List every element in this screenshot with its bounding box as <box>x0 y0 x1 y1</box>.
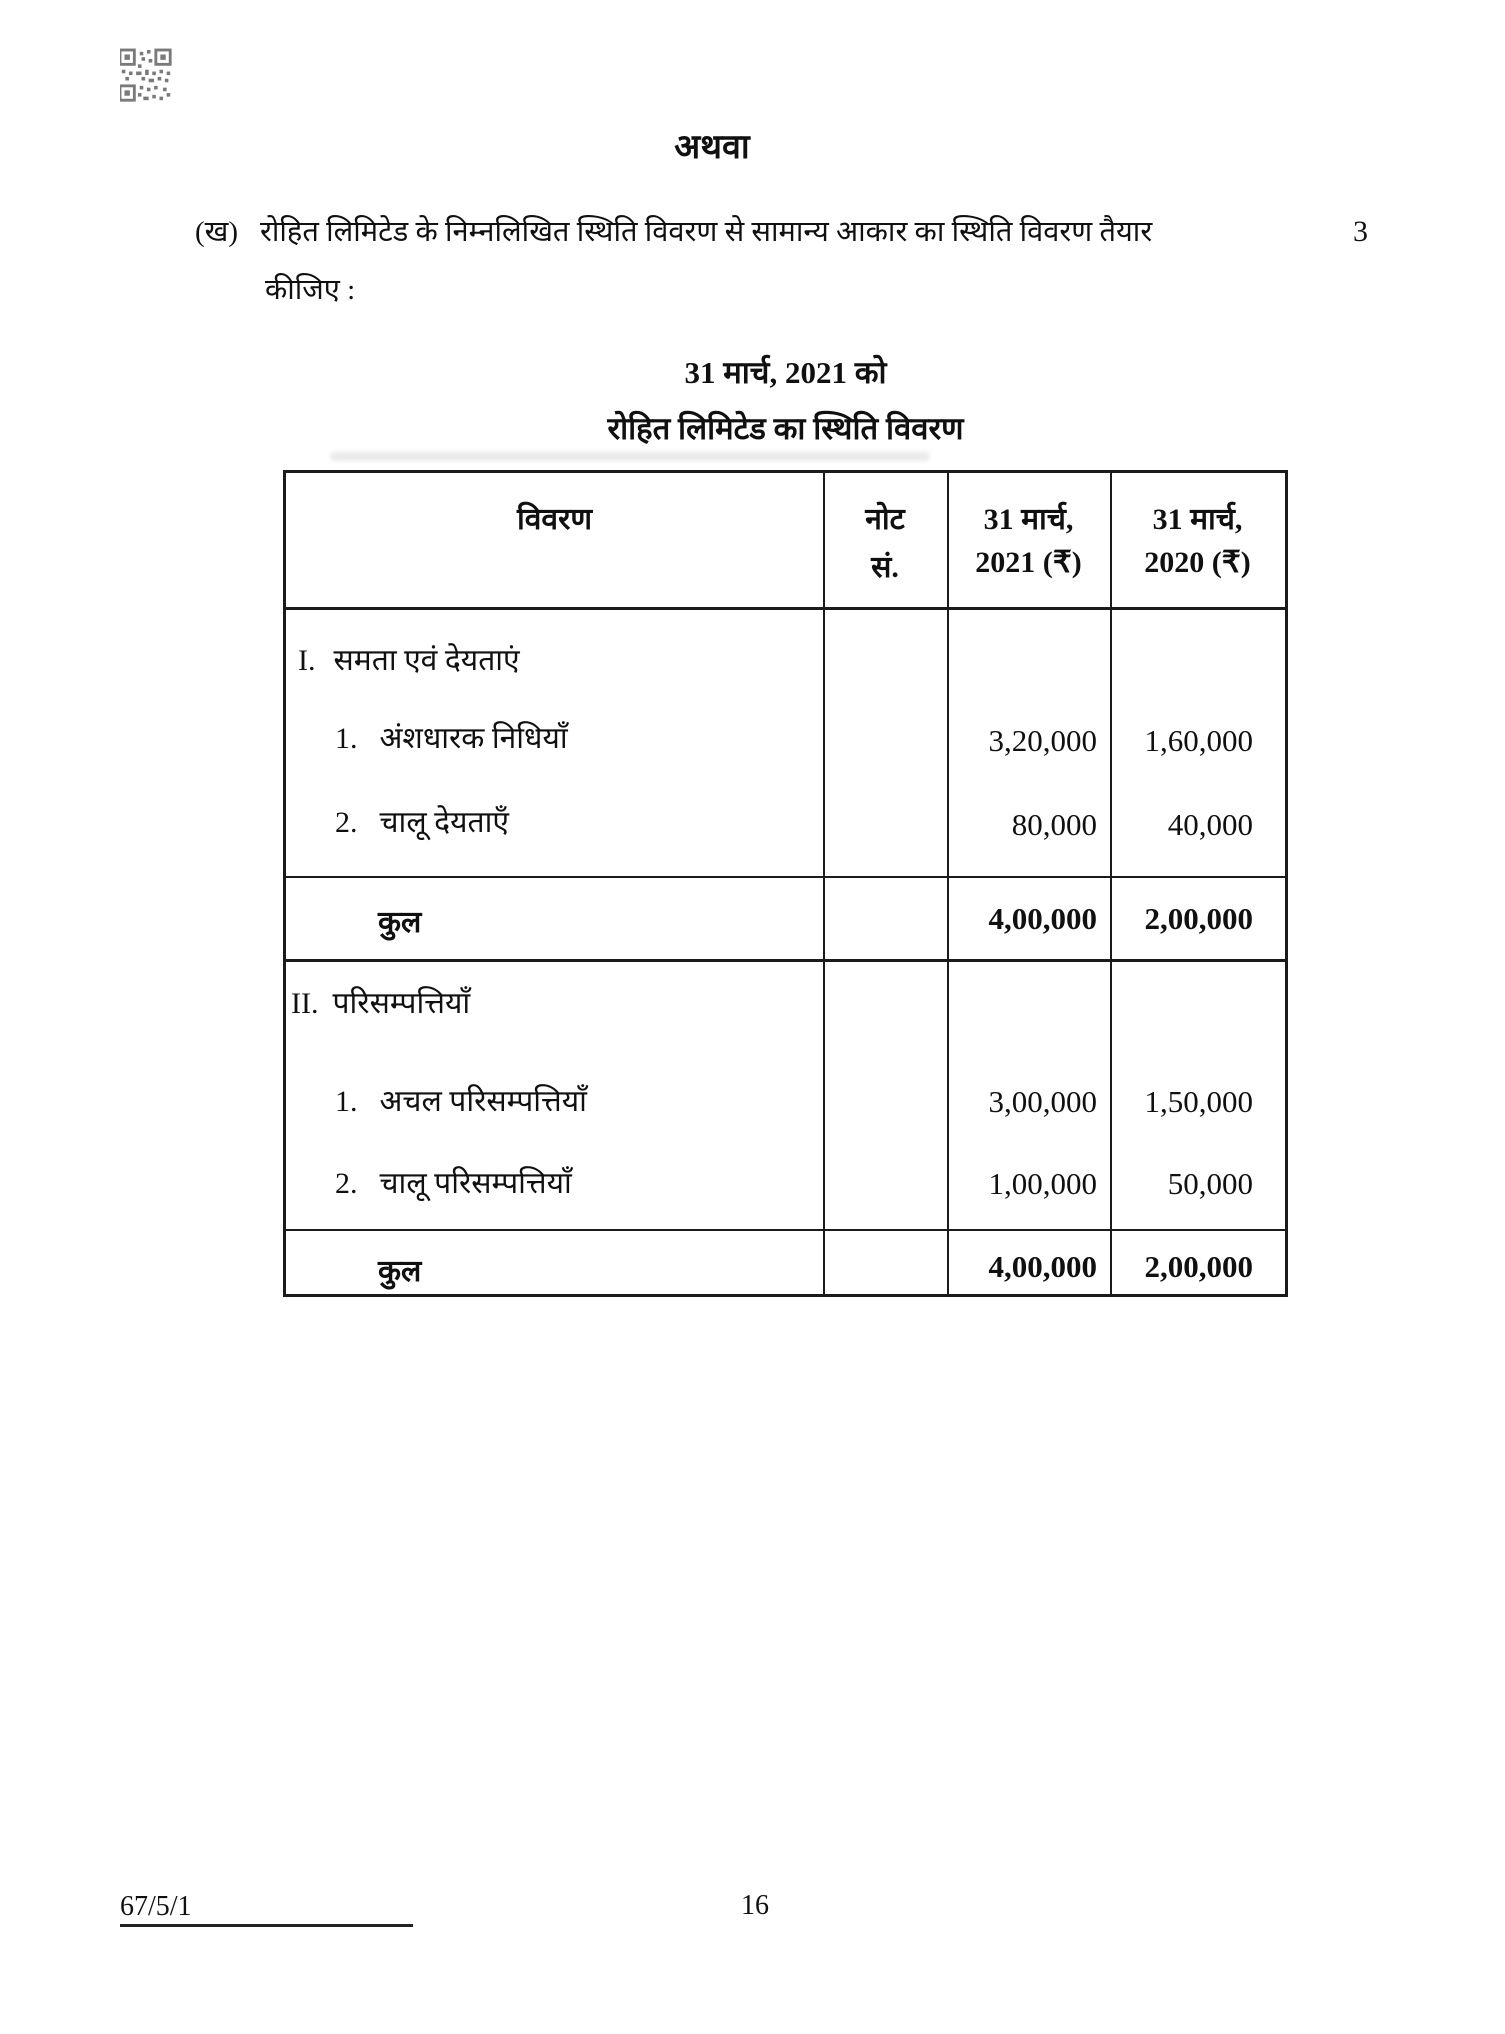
table-border <box>286 1229 1285 1231</box>
header-2021-line1: 31 मार्च, <box>983 503 1074 536</box>
header-particulars: विवरण <box>516 503 593 536</box>
row-number: 1. <box>335 1085 358 1118</box>
section1-numeral: I. <box>298 644 316 677</box>
header-2020-line1: 31 मार्च, <box>1152 503 1243 536</box>
row-label: चालू देयताएँ <box>379 806 509 839</box>
row-number: 2. <box>335 1167 358 1200</box>
row-current-assets <box>335 1161 572 1202</box>
question-line-2: कीजिए : <box>265 274 356 306</box>
section1-heading <box>298 638 520 679</box>
section2-total-2020: 2,00,000 <box>1144 1249 1253 1284</box>
section1-total-label: कुल <box>378 906 422 939</box>
question-part-label: (ख) <box>195 216 239 248</box>
table-border <box>823 473 825 1294</box>
value-2020: 1,50,000 <box>1144 1084 1253 1119</box>
value-2020: 50,000 <box>1167 1166 1253 1201</box>
section2-numeral: II. <box>291 987 319 1020</box>
section1-total-2020: 2,00,000 <box>1144 901 1253 936</box>
footer-underline <box>120 1924 413 1927</box>
table-border <box>286 607 1285 610</box>
value-2021: 3,20,000 <box>988 723 1097 758</box>
paper-code: 67/5/1 <box>120 1891 192 1922</box>
header-note-line2: सं. <box>871 551 899 584</box>
section1-title: समता एवं देयताएं <box>333 644 520 677</box>
section1-total-2021: 4,00,000 <box>988 901 1097 936</box>
section2-total-label: कुल <box>378 1255 422 1288</box>
section2-total-2021: 4,00,000 <box>988 1249 1097 1284</box>
row-label: अचल परिसम्पत्तियाँ <box>379 1085 587 1118</box>
value-2020: 1,60,000 <box>1144 723 1253 758</box>
row-label: अंशधारक निधियाँ <box>379 722 568 755</box>
header-2020-line2: 2020 (₹) <box>1144 546 1251 579</box>
or-heading: अथवा <box>674 129 750 166</box>
table-border <box>286 876 1285 878</box>
value-2021: 3,00,000 <box>988 1084 1097 1119</box>
page-number: 16 <box>741 1890 769 1921</box>
statement-company-title: रोहित लिमिटेड का स्थिति विवरण <box>607 411 964 446</box>
question-text: रोहित लिमिटेड के निम्नलिखित स्थिति विवरण से सामान्य आकार का स्थिति विवरण तैयार <box>260 216 1153 248</box>
row-number: 1. <box>335 722 358 755</box>
section2-heading <box>291 981 470 1022</box>
header-2021-line2: 2021 (₹) <box>975 546 1082 579</box>
scan-artifact <box>330 452 930 461</box>
balance-sheet-table <box>283 470 1288 1297</box>
table-border <box>286 959 1285 962</box>
question-marks: 3 <box>1353 215 1368 248</box>
question-line-1 <box>195 211 1152 250</box>
value-2021: 80,000 <box>1011 807 1097 842</box>
section2-title: परिसम्पत्तियाँ <box>332 987 471 1020</box>
statement-date-title: 31 मार्च, 2021 को <box>684 355 887 390</box>
row-fixed-assets <box>335 1079 587 1120</box>
row-label: चालू परिसम्पत्तियाँ <box>379 1167 572 1200</box>
row-shareholder-funds <box>335 716 568 757</box>
header-note-line1: नोट <box>865 503 905 536</box>
value-2020: 40,000 <box>1167 807 1253 842</box>
row-number: 2. <box>335 806 358 839</box>
qr-code <box>120 48 172 104</box>
value-2021: 1,00,000 <box>988 1166 1097 1201</box>
row-current-liabilities <box>335 800 509 841</box>
